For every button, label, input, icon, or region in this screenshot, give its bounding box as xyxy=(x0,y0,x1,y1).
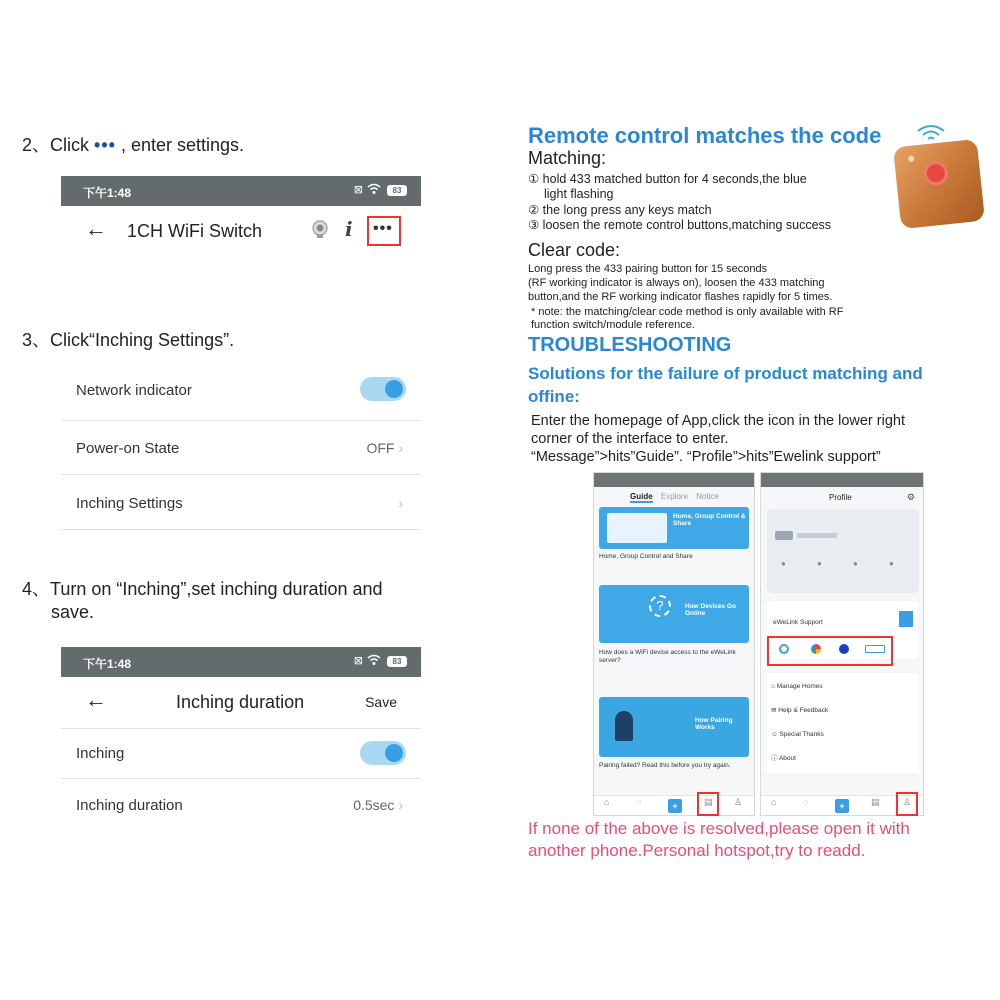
home-nav-icon[interactable]: ⌂ xyxy=(604,797,610,807)
profile-highlight-box xyxy=(896,792,918,816)
back-arrow-icon[interactable]: ← xyxy=(85,687,107,712)
status-bar xyxy=(61,176,421,206)
action-icon[interactable]: ● xyxy=(853,559,858,568)
camera-icon[interactable] xyxy=(311,220,329,245)
solutions-heading-cont: offine: xyxy=(528,387,580,406)
thanks-icon: ☺ xyxy=(771,731,778,738)
led-dot xyxy=(908,155,915,162)
solutions-heading: Solutions for the failure of product matching and xyxy=(528,364,923,383)
inching-toggle[interactable] xyxy=(360,741,406,765)
setting-row-inching-settings[interactable] xyxy=(61,475,421,530)
info-icon[interactable]: i xyxy=(345,217,353,241)
guide-phone-screenshot xyxy=(593,472,755,816)
question-icon: ? xyxy=(649,595,671,617)
banner-title: How Pairing Works xyxy=(695,717,733,731)
inching-app-bar xyxy=(61,677,421,729)
save-button[interactable]: Save xyxy=(365,694,397,710)
remote-button xyxy=(923,160,949,186)
banner-title: Home, Group Control & Share xyxy=(673,513,746,527)
menu-item-special-thanks[interactable]: ☺ Special Thanks xyxy=(771,731,824,738)
setting-value: 0.5sec › xyxy=(353,797,403,813)
menu-item-help-feedback[interactable]: ✉ Help & Feedback xyxy=(771,707,829,714)
enter-instruction: corner of the interface to enter. xyxy=(531,431,729,447)
guide-card-banner[interactable] xyxy=(599,585,749,643)
matching-step: ① hold 433 matched button for 4 seconds,the blue xyxy=(528,172,807,186)
device-title: 1CH WiFi Switch xyxy=(127,221,263,241)
battery-icon: 83 xyxy=(387,185,407,196)
more-icon[interactable]: ••• xyxy=(373,220,393,237)
tab-guide[interactable]: Guide xyxy=(630,492,653,501)
profile-nav-icon[interactable]: ♙ xyxy=(734,797,743,807)
troubleshooting-heading: TROUBLESHOOTING xyxy=(528,334,732,356)
card-caption[interactable]: Pairing failed? Read this before you try again. xyxy=(599,762,731,769)
quick-actions xyxy=(781,559,911,573)
clear-code-note: * note: the matching/clear code method is only available with RF xyxy=(531,306,844,318)
wifi-icon xyxy=(367,183,381,198)
support-badge-icon xyxy=(899,611,913,627)
card-caption[interactable]: Home, Group Control and Share xyxy=(599,553,693,560)
menu-item-about[interactable]: ⓘ About xyxy=(771,755,796,762)
clear-code-line: Long press the 433 pairing button for 15 seconds xyxy=(528,263,768,275)
support-label: eWeLink Support xyxy=(773,619,823,626)
home-nav-icon[interactable]: ⌂ xyxy=(771,797,777,807)
add-nav-button[interactable]: + xyxy=(668,799,682,813)
network-indicator-toggle[interactable] xyxy=(360,377,406,401)
matching-step: ② the long press any keys match xyxy=(528,203,712,217)
setting-label: Inching Settings xyxy=(76,495,183,512)
about-icon: ⓘ xyxy=(771,755,778,762)
person-illustration xyxy=(615,711,633,741)
message-nav-icon[interactable]: ▤ xyxy=(704,797,713,807)
sim-icon: ⊠ xyxy=(353,184,363,196)
step-4-instruction-cont: save. xyxy=(51,602,95,622)
status-bar xyxy=(61,647,421,677)
phone-status-bar xyxy=(594,473,754,487)
footer-note-cont: another phone.Personal hotspot,try to readd. xyxy=(528,841,866,860)
clear-code-line: (RF working indicator is always on), loosen the 433 matching xyxy=(528,277,825,289)
chevron-right-icon: › xyxy=(398,797,403,813)
clear-code-note: function switch/module reference. xyxy=(531,319,695,331)
setting-row-network-indicator[interactable] xyxy=(61,364,421,421)
profile-menu xyxy=(767,673,919,773)
mic-icon[interactable]: ● xyxy=(781,559,786,568)
more-highlight-box xyxy=(367,216,401,246)
setting-label: Network indicator xyxy=(76,382,192,399)
bell-icon[interactable]: ● xyxy=(889,559,894,568)
guide-card-banner[interactable] xyxy=(599,507,749,549)
scene-nav-icon[interactable]: ◌ xyxy=(803,797,809,807)
message-highlight-box xyxy=(697,792,719,816)
step-3-instruction: 3、Click“Inching Settings”. xyxy=(22,330,235,350)
status-time: 下午1:48 xyxy=(83,657,132,671)
account-id xyxy=(797,533,837,538)
settings-gear-icon[interactable]: ⚙ xyxy=(906,492,915,502)
add-nav-button[interactable]: + xyxy=(835,799,849,813)
guide-bottom-nav xyxy=(594,795,754,815)
profile-title: Profile xyxy=(829,493,852,502)
setting-row-inching-duration[interactable] xyxy=(61,779,421,831)
remote-control-image xyxy=(893,139,985,229)
step-4-instruction: 4、Turn on “Inching”,set inching duration and xyxy=(22,579,383,599)
clear-code-title: Clear code: xyxy=(528,240,621,260)
profile-nav-icon[interactable]: ♙ xyxy=(903,797,912,807)
chevron-right-icon: › xyxy=(398,495,403,511)
banner-illustration xyxy=(607,513,667,543)
phone-status-bar xyxy=(761,473,923,487)
wifi-icon xyxy=(367,654,381,669)
step-2-suffix: , enter settings. xyxy=(120,135,245,155)
tab-explore[interactable]: Explore xyxy=(660,492,689,501)
card-caption[interactable]: How does a WiFi device access to the eWeLink server? xyxy=(599,649,736,664)
setting-label: Inching duration xyxy=(76,797,183,814)
back-arrow-icon[interactable]: ← xyxy=(85,216,107,241)
matching-step: light flashing xyxy=(544,187,614,201)
footer-note: If none of the above is resolved,please open it with xyxy=(528,819,910,838)
menu-item-manage-homes[interactable]: ⌂ Manage Homes xyxy=(771,683,823,690)
chevron-right-icon: › xyxy=(398,440,403,456)
step-2-prefix: 2、Click xyxy=(22,135,90,155)
enter-instruction-paths: “Message”>hits”Guide”. “Profile”>hits”Ewelink support” xyxy=(531,449,881,465)
setting-label: Inching xyxy=(76,745,125,762)
message-nav-icon[interactable]: ▤ xyxy=(871,797,880,807)
setting-row-power-on-state[interactable] xyxy=(61,421,421,475)
sim-icon: ⊠ xyxy=(353,655,363,667)
guide-card-banner[interactable] xyxy=(599,697,749,757)
more-icon: ••• xyxy=(94,135,116,155)
inching-duration-title: Inching duration xyxy=(176,692,305,712)
account-card xyxy=(767,509,919,593)
card-summary xyxy=(599,562,749,568)
avatar xyxy=(775,531,793,540)
step-2-instruction xyxy=(22,134,244,156)
status-time: 下午1:48 xyxy=(83,186,132,200)
guide-tabs xyxy=(630,492,719,501)
tab-notice[interactable]: Notice xyxy=(696,492,719,501)
action-icon[interactable]: ● xyxy=(817,559,822,568)
setting-label: Power-on State xyxy=(76,440,180,457)
clear-code-line: button,and the RF working indicator flashes rapidly for 5 times. xyxy=(528,291,833,303)
home-icon: ⌂ xyxy=(771,683,775,690)
support-icons-highlight-box xyxy=(767,636,893,666)
matching-title: Matching: xyxy=(528,148,607,168)
enter-instruction: Enter the homepage of App,click the icon in the lower right xyxy=(531,413,905,429)
matching-step: ③ loosen the remote control buttons,matching success xyxy=(528,218,832,232)
battery-icon: 83 xyxy=(387,656,407,667)
feedback-icon: ✉ xyxy=(771,707,777,714)
setting-row-inching[interactable] xyxy=(61,729,421,779)
scene-nav-icon[interactable]: ◌ xyxy=(636,797,642,807)
remote-heading: Remote control matches the code xyxy=(528,123,882,148)
banner-title: How Devices Go Online xyxy=(685,603,736,617)
setting-value: OFF › xyxy=(366,440,403,456)
